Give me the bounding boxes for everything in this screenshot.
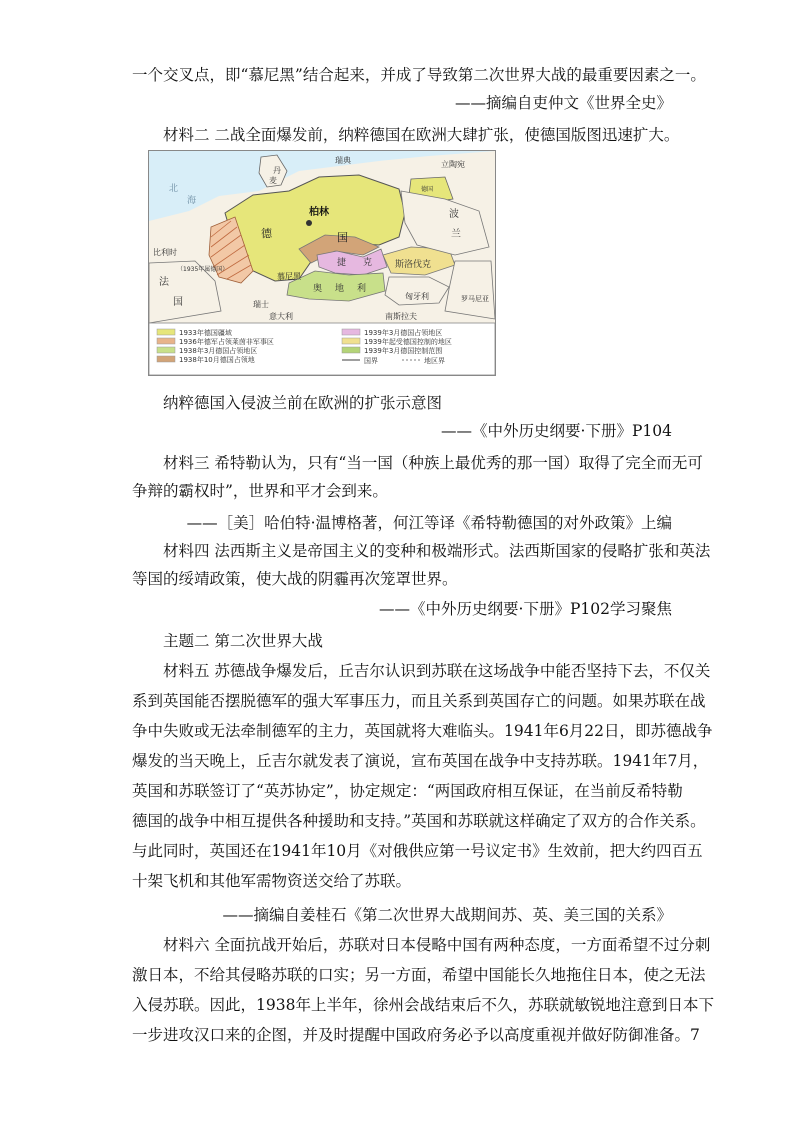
paragraph-line: 一个交叉点，即“慕尼黑”结合起来，并成了导致第二次世界大战的最重要因素之一。 (132, 66, 706, 84)
legend-label: 1938年10月德国占领地 (179, 356, 255, 364)
source-citation: ——［美］哈伯特·温博格著，何江等译《希特勒德国的对外政策》上编 (186, 514, 672, 532)
map-label-ke: 克 (363, 258, 373, 268)
map-label-de-east: 德国 (421, 186, 434, 193)
material-6-line: 一步进攻汉口来的企图，并及时提醒中国政府务必予以高度重视并做好防御准备。7 (132, 1026, 700, 1044)
material-2-text: 材料二 二战全面爆发前，纳粹德国在欧洲大肆扩张，使德国版图迅速扩大。 (163, 126, 680, 144)
material-5-line: 与此同时，英国还在1941年10月《对俄供应第一号议定书》生效前，把大约四百五 (132, 842, 703, 860)
material-5-line: 爆发的当天晚上，丘吉尔就发表了演说，宣布英国在战争中支持苏联。1941年7月， (132, 752, 709, 770)
map-label-france: 法 (159, 277, 169, 288)
map-label-sea-north: 北 (169, 184, 179, 194)
berlin-marker (306, 220, 312, 226)
map-label-sweden: 瑞典 (335, 156, 351, 165)
source-citation: ——《中外历史纲要·下册》P104 (441, 422, 672, 440)
legend-label: 国界 (364, 357, 378, 365)
material-5-line: 系到英国能否摆脱德军的强大军事压力，而且关系到英国存亡的问题。如果苏联在战 (132, 692, 706, 710)
material-5-line: 十架飞机和其他军需物资送交给了苏联。 (132, 872, 412, 890)
map-label-hungary: 匈牙利 (405, 292, 429, 301)
map-label-italy: 意大利 (269, 312, 293, 321)
map-label-switzerland: 瑞士 (253, 300, 269, 309)
map-label-jie: 捷 (337, 258, 347, 268)
map-label-belgium: 比利时 (153, 248, 177, 257)
legend-label: 1939年起受德国控制的地区 (364, 338, 452, 346)
material-5-line: 材料五 苏德战争爆发后，丘吉尔认识到苏联在这场战争中能否坚持下去，不仅关 (163, 662, 711, 680)
legend-swatch (157, 338, 175, 344)
material-6-line: 材料六 全面抗战开始后，苏联对日本侵略中国有两种态度，一方面希望不过分刺 (163, 936, 711, 954)
map-label-austria: 奥 (313, 284, 323, 294)
map-label-lithuania: 立陶宛 (441, 160, 465, 169)
map-label-sea: 海 (187, 196, 197, 206)
legend-label: 1939年3月德国控制范围 (364, 347, 443, 355)
material-3-line: 争辩的霸权时”，世界和平才会到来。 (132, 482, 388, 500)
material-4-line: 等国的绥靖政策，使大战的阴霾再次笼罩世界。 (132, 570, 458, 588)
legend-label: 1938年3月德国占领地区 (179, 347, 258, 355)
map-label-poland-2: 兰 (451, 229, 461, 240)
legend-label: 1933年德国疆域 (179, 329, 232, 337)
material-6-line: 入侵苏联。因此，1938年上半年，徐州会战结束后不久，苏联就敏锐地注意到日本下 (132, 996, 714, 1014)
source-citation: ——摘编自姜桂石《第二次世界大战期间苏、英、美三国的关系》 (222, 906, 672, 924)
legend-swatch (157, 356, 175, 362)
legend-swatch (157, 347, 175, 353)
legend-label: 1939年3月德国占领地区 (364, 329, 443, 337)
map-label-romania: 罗马尼亚 (461, 295, 489, 303)
legend-swatch (342, 329, 360, 335)
map-label-1935: （1935年属德国） (177, 266, 229, 273)
map-label-austria-3: 利 (357, 284, 367, 294)
map-label-de: 德 (261, 227, 272, 240)
map-label-yugoslavia: 南斯拉夫 (385, 312, 417, 321)
material-5-line: 争中失败或无法牵制德军的主力，英国就将大难临头。1941年6月22日，即苏德战争 (132, 722, 713, 740)
expansion-map (148, 150, 496, 376)
map-svg (149, 151, 495, 375)
legend-swatch (157, 329, 175, 335)
map-label-austria-2: 地 (335, 284, 345, 294)
theme-title: 主题二 第二次世界大战 (163, 632, 323, 650)
source-citation: ——《中外历史纲要·下册》P102学习聚焦 (379, 600, 672, 618)
map-caption: 纳粹德国入侵波兰前在欧洲的扩张示意图 (163, 394, 443, 412)
legend-label: 1936年德军占领莱茵非军事区 (179, 338, 274, 346)
material-5-line: 德国的战争中相互提供各种援助和支持。”英国和苏联就这样确定了双方的合作关系。 (132, 812, 706, 830)
map-label-berlin: 柏林 (309, 207, 329, 218)
map-label-munich: 慕尼黑 (277, 272, 301, 281)
map-label-france-2: 国 (173, 297, 183, 308)
legend-swatch (342, 338, 360, 344)
material-5-line: 英国和苏联签订了“英苏协定”，协定规定：“两国政府相互保证，在当前反希特勒 (132, 782, 683, 800)
map-label-denmark: 丹 (273, 166, 281, 175)
source-citation: ——摘编自吏仲文《世界全史》 (454, 94, 672, 112)
material-4-line: 材料四 法西斯主义是帝国主义的变种和极端形式。法西斯国家的侵略扩张和英法 (163, 542, 711, 560)
legend-swatch (342, 347, 360, 353)
map-label-poland: 波 (449, 209, 459, 220)
map-label-denmark-2: 麦 (269, 176, 277, 185)
legend-label: 地区界 (424, 357, 445, 365)
map-label-guo: 国 (337, 231, 348, 244)
map-label-slovakia: 斯洛伐克 (395, 260, 432, 270)
material-6-line: 激日本，不给其侵略苏联的口实；另一方面，希望中国能长久地拖住日本，使之无法 (132, 966, 706, 984)
material-3-line: 材料三 希特勒认为，只有“当一国（种族上最优秀的那一国）取得了完全而无可 (163, 454, 703, 472)
